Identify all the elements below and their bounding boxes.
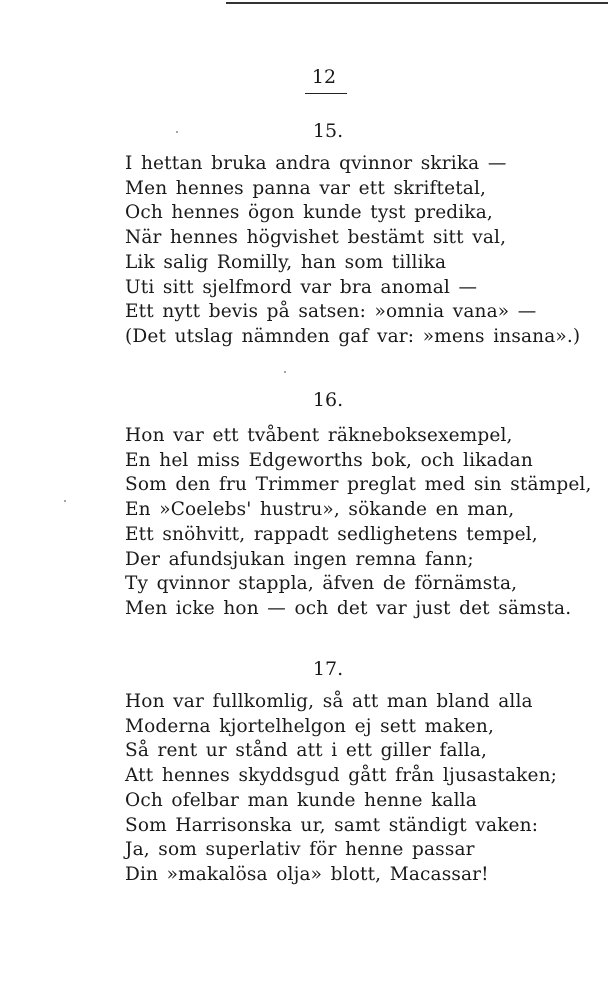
verse-line: Der afundsjukan ingen remna fann; (125, 548, 474, 570)
verse-line: Moderna kjortelhelgon ej sett maken, (125, 715, 495, 737)
verse-line: Din »makalösa olja» blott, Macassar! (125, 863, 489, 885)
verse-line: En »Coelebs' hustru», sökande en man, (125, 499, 515, 521)
verse-line: Och hennes ögon kunde tyst predika, (125, 202, 493, 224)
stanza-number-17: 17. (312, 658, 344, 680)
verse-line: I hettan bruka andra qvinnor skrika — (125, 153, 507, 174)
verse-line: Ja, som superlativ för henne passar (125, 839, 475, 861)
verse-line: Och ofelbar man kunde henne kalla (125, 789, 477, 811)
verse-line: Att hennes skyddsgud gått från ljusastaken; (125, 765, 558, 787)
verse-line: Ty qvinnor stappla, äfven de förnämsta, (125, 573, 518, 595)
stanza-15 (125, 152, 595, 350)
stanza-number-16: 16. (312, 389, 344, 411)
page-number: 12 (311, 66, 337, 88)
paper-speck (64, 500, 66, 502)
verse-line: Ett snöhvitt, rappadt sedlighetens tempel, (125, 523, 538, 545)
stanza-number-15: 15. (312, 120, 344, 142)
verse-line: Hon var fullkomlig, så att man bland alla (125, 691, 533, 712)
top-border-rule (226, 2, 608, 4)
stanza-17 (125, 690, 595, 888)
paper-speck (176, 131, 178, 133)
verse-line: Som den fru Trimmer preglat med sin stämpel, (125, 474, 592, 496)
verse-line: Så rent ur stånd att i ett giller falla, (125, 740, 487, 762)
verse-line: (Det utslag nämnden gaf var: »mens insana».) (125, 325, 581, 347)
page-number-underline (305, 93, 347, 94)
verse-line: Uti sitt sjelfmord var bra anomal — (125, 276, 478, 298)
verse-line: Men icke hon — och det var just det sämsta. (125, 597, 572, 619)
verse-line: Hon var ett tvåbent räkneboksexempel, (125, 425, 513, 446)
verse-line: Som Harrisonska ur, samt ständigt vaken: (125, 814, 539, 836)
verse-line: Men hennes panna var ett skriftetal, (125, 177, 487, 199)
verse-line: En hel miss Edgeworths bok, och likadan (125, 449, 533, 471)
paper-speck (284, 371, 286, 373)
stanza-16 (125, 424, 595, 622)
verse-line: Lik salig Romilly, han som tillika (125, 251, 447, 273)
verse-line: När hennes högvishet bestämt sitt val, (125, 227, 507, 249)
verse-line: Ett nytt bevis på satsen: »omnia vana» — (125, 301, 537, 323)
